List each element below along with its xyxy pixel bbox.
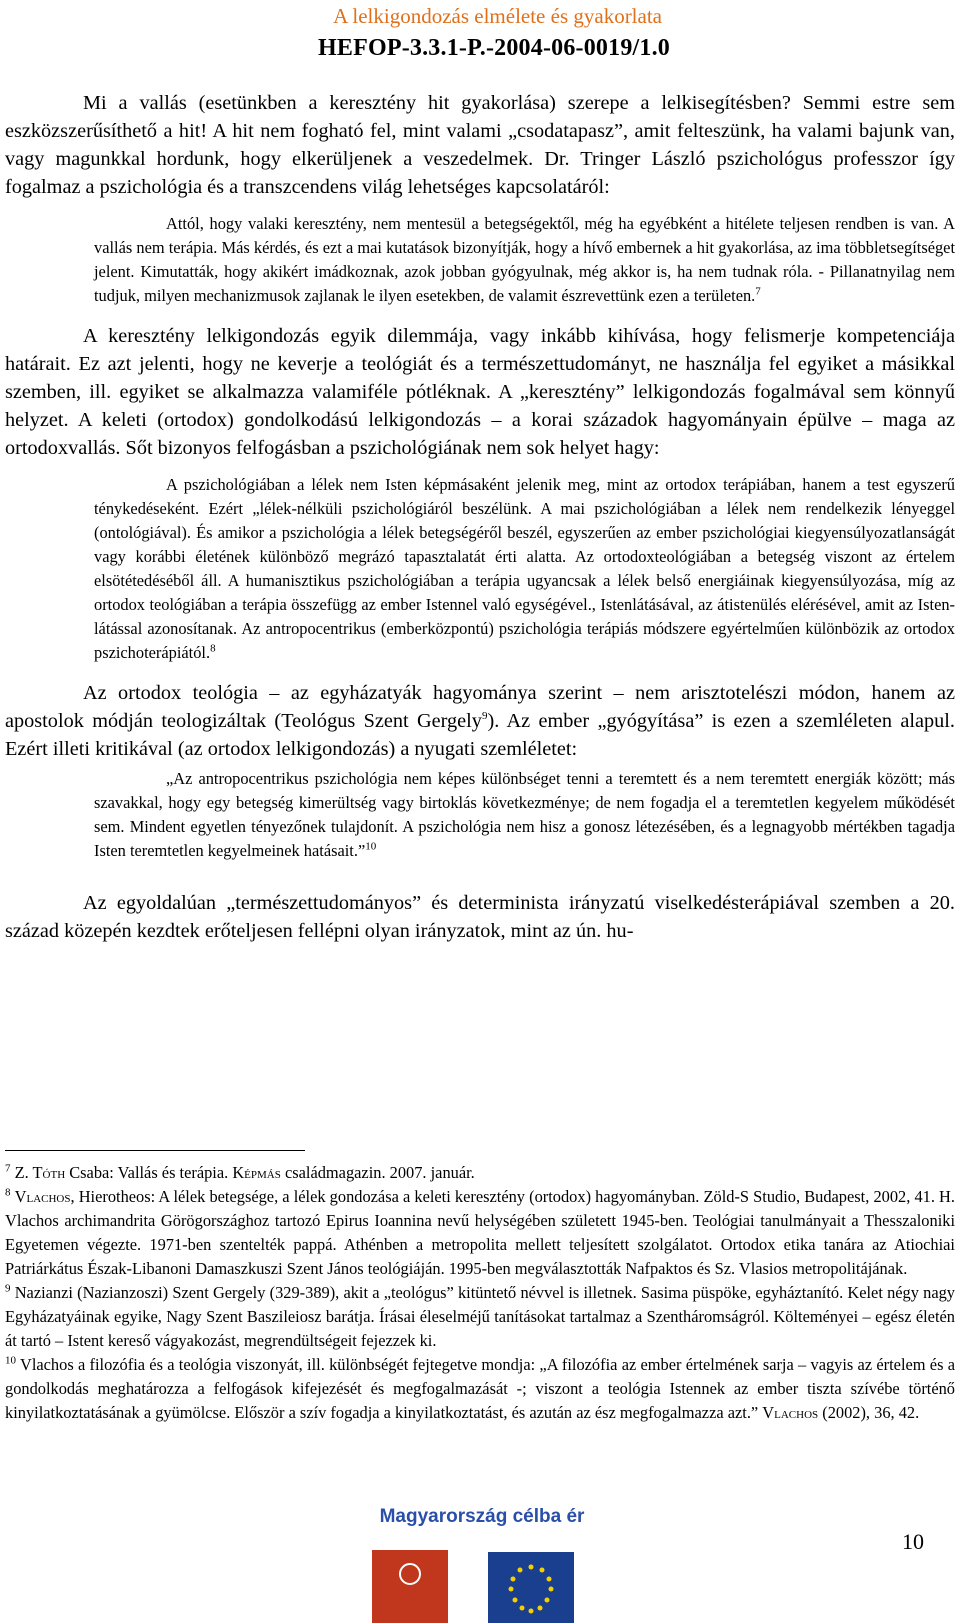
footnote-10 bbox=[5, 1353, 955, 1425]
footnote-7-text-a: Csaba: Vallás és terápia. bbox=[65, 1163, 233, 1182]
footnote-10-author: Vlachos bbox=[762, 1403, 819, 1422]
paragraph-2: A keresztény lelkigondozás egyik dilemmája, vagy inkább kihívása, hogy felismerje kompetenciája határait. Ez azt jelenti, hogy ne keverje a teológiát és a természettudományt, ne használja fel egyiket a másikkal szemben, ill. egyiket se alkalmazza valamiféle pótléknak. A „keresztény” lelkigondozás fogalmával sem könnyű helyzet. A keleti (ortodox) gondolkodású lelkigondozás – a korai századok hagyományain épülve – maga az ortodoxvallás. Sőt bizonyos felfogásban a pszichológiának nem sok helyet hagy: bbox=[5, 325, 955, 459]
footnote-7-magazine: Képmás bbox=[232, 1163, 281, 1182]
paragraph-3-text-b: ). Az ember „gyógyítása” is ezen a szemléleten alapul. Ezért illeti kritikával (az ortodox lelkigondozás) a nyugati szemléletet: bbox=[5, 710, 955, 760]
footer-banner-logo bbox=[352, 1500, 612, 1532]
quote-2 bbox=[94, 473, 955, 665]
paragraph-1: Mi a vallás (esetünkben a keresztény hit gyakorlása) szerepe a lelkisegítésben? Semmi estre sem eszközszerűsíthető a hit! A hit nem fogható fel, mint valami „csodatapasz”, amit felteszünk, ha valami bajunk van, vagy magunkkal hordunk, hogy elkerüljenek a veszedelmek. Dr. Tringer László pszichológus professzor így fogalmaz a pszichológia és a transzcendens világ lehetséges kapcsolatáról: bbox=[5, 92, 955, 198]
footnote-9-number: 9 bbox=[5, 1282, 11, 1295]
footnote-8-number: 8 bbox=[5, 1186, 11, 1199]
footnote-10-number: 10 bbox=[5, 1354, 16, 1367]
footnote-ref-7[interactable]: 7 bbox=[755, 285, 761, 298]
quote-2-text: A pszichológiában a lélek nem Isten képmásaként jelenik meg, mint az ortodox terápiában, hanem a test egyszerű ténykedéseként. Ezért „lélek-nélküli pszichológiáról beszélünk. A mai pszichológiában a lélek nem rendelkezik lényeggel (ontológiával). És amikor a pszichológia a lélek betegségéről beszél, egyszerűen az ember pszichológiai kiegyensúlyozatlanságát vagy korábbi életének különböző megrázó tapasztalatát érti alatta. Az ortodoxteológiában a betegség viszont az értelem elsötétedéséből áll. A humanisztikus pszichológiában a terápia ugyancsak a lélek belső energiáinak kiegyensúlyozása, míg az ortodox teológiában a terápia összefügg az ember Istennel való egységével., Istenlátásával, az átistenülés elérésével, amit az Isten-látással azonosítanak. Az antropocentrikus (emberközpontú) pszichológia terápiás módszere egyértelműen különbözik az ortodox pszichoterápiától. bbox=[94, 475, 955, 662]
footnote-7-number: 7 bbox=[5, 1162, 11, 1175]
footnote-ref-9[interactable]: 9 bbox=[481, 710, 488, 723]
page-number: 10 bbox=[902, 1529, 924, 1554]
footnote-9 bbox=[5, 1281, 955, 1353]
header-title: A lelkigondozás elmélete és gyakorlata bbox=[333, 4, 662, 28]
nft-logo bbox=[372, 1550, 448, 1623]
footnotes bbox=[5, 1150, 955, 1425]
quote-1 bbox=[94, 212, 955, 308]
main-text bbox=[5, 89, 955, 945]
footnote-8 bbox=[5, 1185, 955, 1281]
footer-banner-text: Magyarország célba ér bbox=[379, 1506, 585, 1527]
footnote-10-text-a: Vlachos a filozófia és a teológia viszonyát, ill. különbségét fejtegetve mondja: „A filozófia az ember értelmének sarja – vagyis az értelem és a gondolkodás meghatározza a felfogások kifejezését és megfogalmazását -; viszont a teológia Istennek az ember tiszta szívébe történő kinyilatkoztatásának a gyümölcse. Először a szív fogadja a kinyilatkoztatást, és azután az ész megfogalmazza azt.” bbox=[5, 1355, 955, 1422]
footnote-ref-8[interactable]: 8 bbox=[210, 642, 216, 655]
footnote-7-author: Z. Tóth bbox=[14, 1163, 66, 1182]
footnote-10-text-b: (2002), 36, 42. bbox=[818, 1403, 920, 1422]
eu-flag-logo bbox=[488, 1552, 574, 1623]
footnote-9-text: Nazianzi (Nazianzoszi) Szent Gergely (329-389), akit a „teológus” kitüntető névvel is illetnek. Sasima püspöke, egyháztanító. Kelet négy nagy Egyházatyáinak egyike, Nagy Szent Baszileiosz barátja. Írásai éleselméjű tanításokat tartalmaz a Szentháromságról. Költeményei – egész életén át tartó – Istent kereső vágyakozást, megrendültségeit fejezzek ki. bbox=[5, 1283, 955, 1350]
paragraph-3 bbox=[5, 679, 955, 763]
paragraph-4: Az egyoldalúan „természettudományos” és determinista irányzatú viselkedésterápiával szemben a 20. század közepén kezdtek erőteljesen fellépni olyan irányzatok, mint az ún. hu- bbox=[5, 892, 955, 942]
footnote-7-text-b: családmagazin. 2007. január. bbox=[280, 1163, 475, 1182]
footnote-7 bbox=[5, 1161, 955, 1185]
quote-3-text: „Az antropocentrikus pszichológia nem képes különbséget tenni a teremtett és a nem teremtett energiák között; más szavakkal, hogy egy betegség kimerültség vagy birtoklás következménye; de nem fogadja el a teremtetlen kegyelem működését sem. Mindent egyetlen tényezőnek tulajdonít. A pszichológia nem hisz a gonosz létezésében, és a legnagyobb mértékben tagadja Isten teremtetlen kegyelmeinek hatásait.” bbox=[94, 769, 955, 860]
footnote-8-author: Vlachos bbox=[14, 1187, 71, 1206]
header-project-code: HEFOP-3.3.1-P.-2004-06-0019/1.0 bbox=[318, 35, 670, 61]
footnote-ref-10[interactable]: 10 bbox=[365, 840, 377, 853]
footnote-divider bbox=[5, 1150, 305, 1151]
footnote-8-text: , Hierotheos: A lélek betegsége, a lélek gondozása a keleti keresztény (ortodox) hagyományban. Zöld-S Studio, Budapest, 2002, 41. H. Vlachos archimandrita Görögországhoz tartozó Epirus Ioannina nevű helységében született 1945-ben. Teológiai tanulmányait a Thesszaloniki Egyetemen végezte. 1971-ben szentelték pappá. Athénben a metropolita mellett teljesített szolgálatot. Ortodox etika tanára az Atiochiai Patriárkátus Észak-Libanoni Damaszkuszi Szent János teológiáján. 1995-ben megválasztották Nafpaktos és Sz. Vlasios metropolitájának. bbox=[5, 1187, 955, 1278]
paragraph-3-text-a: Az ortodox teológia – az egyházatyák hagyománya szerint – nem arisztotelészi módon, hanem az apostolok módján teologizáltak (Teológus Szent Gergely bbox=[5, 682, 955, 732]
quote-3 bbox=[94, 767, 955, 863]
quote-1-text: Attól, hogy valaki keresztény, nem mentesül a betegségektől, még ha egyébként a hitélete teljesen rendben is van. A vallás nem terápia. Más kérdés, és ezt a mai kutatások bizonyítják, hogy a hívő embernek a hit gyakorlása, az ima többletsegítséget jelent. Kimutatták, hogy akikért imádkoznak, azok jobban gyógyulnak, még akkor is, ha nem tudnak róla. - Pillanatnyilag nem tudjuk, milyen mechanizmusok zajlanak le ilyen esetekben, de valamit észrevettünk ezen a területen. bbox=[94, 214, 955, 305]
